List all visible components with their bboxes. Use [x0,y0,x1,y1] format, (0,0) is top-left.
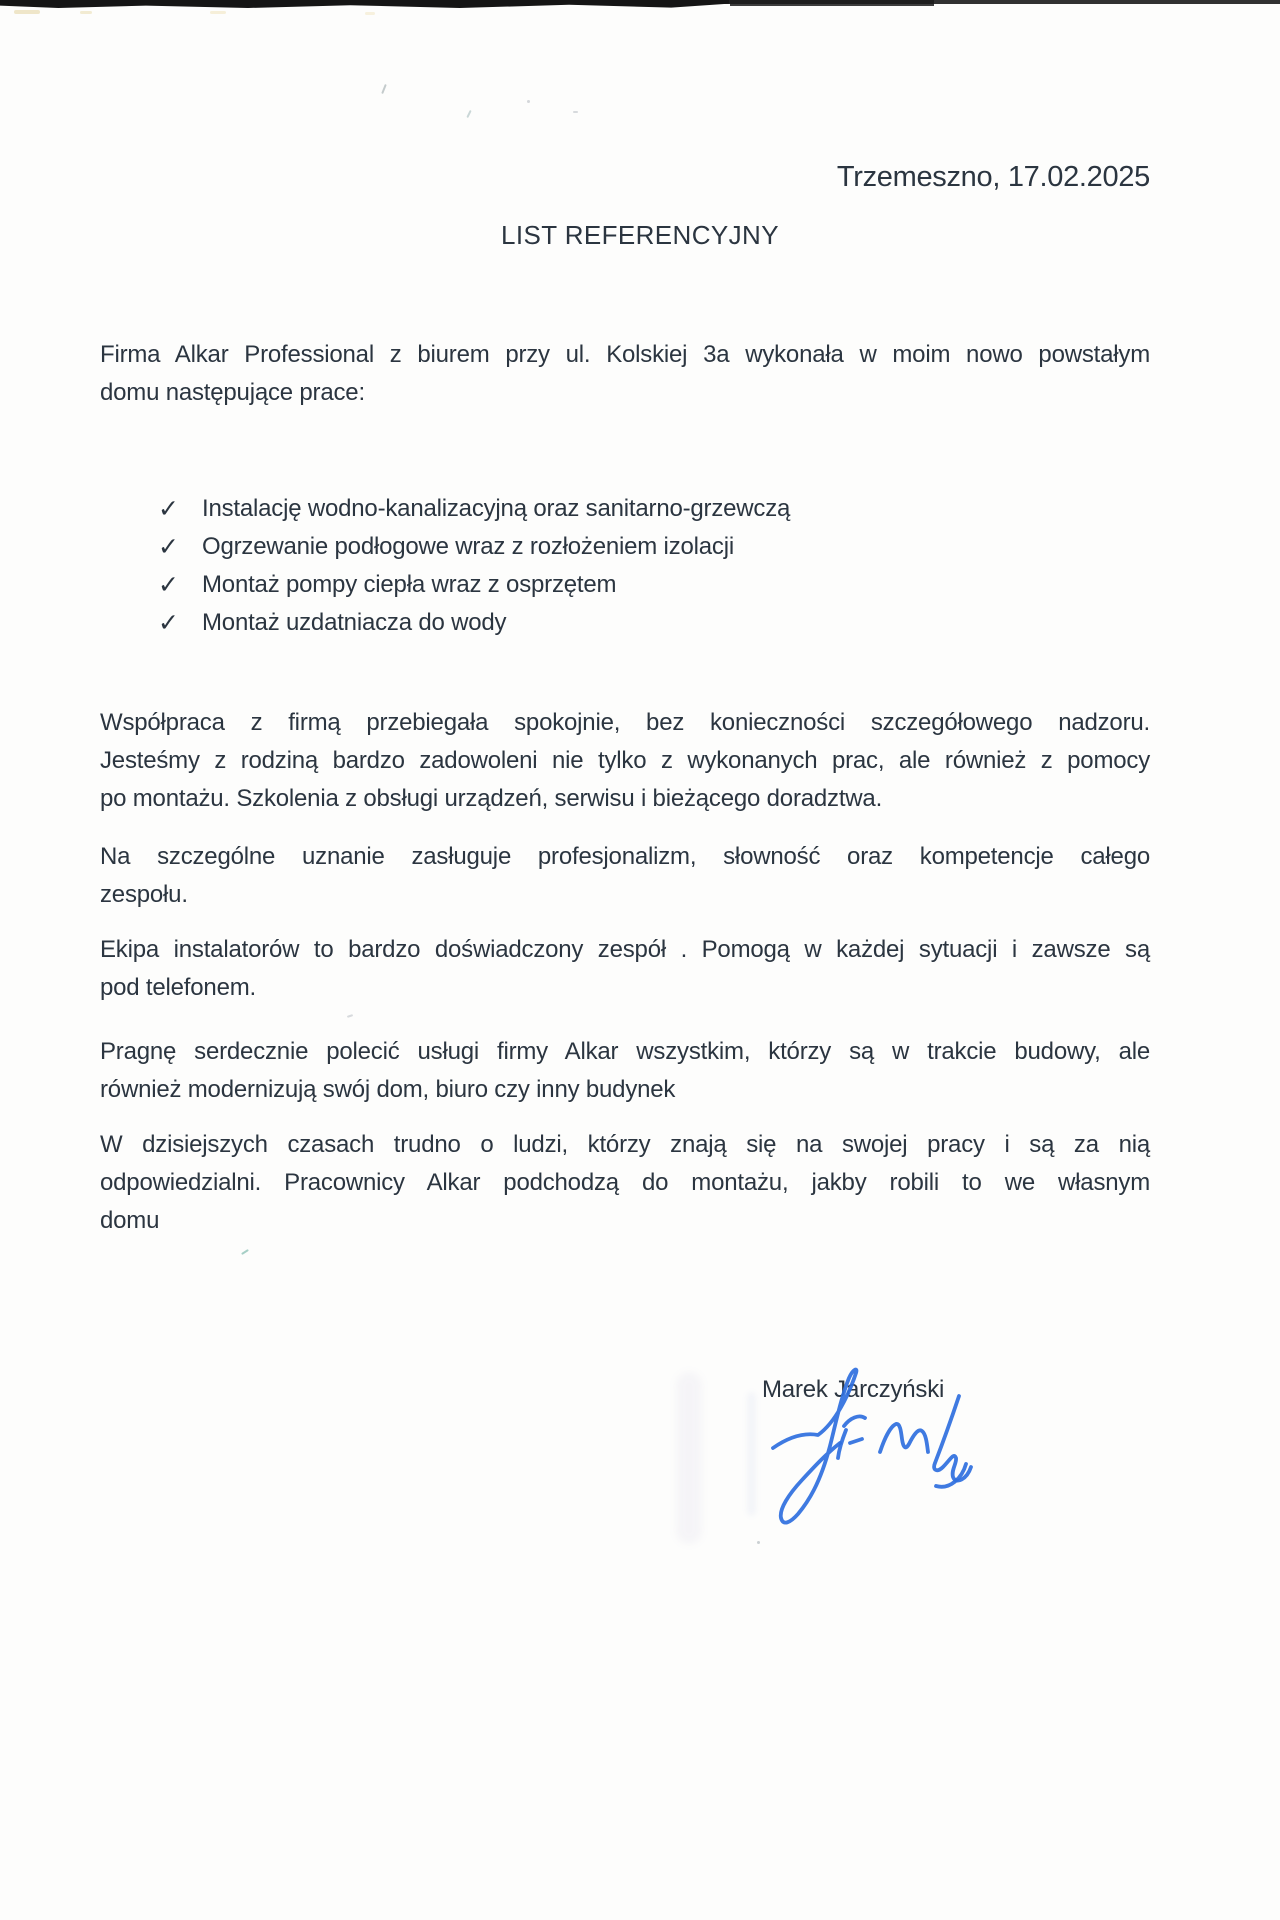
scan-speck [210,11,226,14]
checkmark-icon: ✓ [158,571,179,599]
text-line: Firma Alkar Professional z biurem przy ul. Kolskiej 3a wykonała w moim nowo powstałym [100,341,1150,368]
text-line: Pragnę serdecznie polecić usługi firmy Alkar wszystkim, którzy są w trakcie budowy, ale [100,1038,1150,1065]
text-line: Na szczególne uznanie zasługuje profesjonalizm, słowność oraz kompetencje całego [100,843,1150,870]
works-checklist [100,490,1150,642]
scan-speck [80,11,92,14]
text-line: pod telefonem. [100,974,256,1001]
text-line: po montażu. Szkolenia z obsługi urządzeń, serwisu i bieżącego doradztwa. [100,785,883,812]
checkmark-icon: ✓ [158,495,179,523]
signature-stroke-left [773,1370,856,1523]
text-line: odpowiedzialni. Pracownicy Alkar podchodzą do montażu, jakby robili to we własnym [100,1169,1150,1196]
scan-speck [365,12,375,15]
checklist-item-label: Montaż pompy ciepła wraz z osprzętem [202,571,617,598]
handwritten-signature [740,1366,980,1536]
text-line: również modernizują swój dom, biuro czy inny budynek [100,1076,676,1103]
intro-paragraph [100,336,1150,412]
scan-speck [381,84,387,94]
checklist-item-label: Instalację wodno-kanalizacyjną oraz sanitarno-grzewczą [202,495,791,522]
text-line: domu [100,1207,160,1234]
checkmark-icon: ✓ [158,533,179,561]
text-line: Jesteśmy z rodziną bardzo zadowoleni nie tylko z wykonanych prac, ale również z pomocy [100,747,1150,774]
scan-edge-bar-mid [730,0,935,6]
scan-speck [527,100,530,103]
scan-edge-bar-left [0,0,730,8]
checkmark-icon: ✓ [158,609,179,637]
signature-stroke-ell [838,1430,846,1458]
text-line: Ekipa instalatorów to bardzo doświadczony zespół . Pomogą w każdej sytuacji i zawsze są [100,936,1150,963]
checklist-item [100,604,1150,642]
checklist-item [100,528,1150,566]
paragraph-recommendation [100,1033,1150,1109]
text-line: zespołu. [100,881,188,908]
signature-stroke-flag [844,1416,865,1426]
scan-speck [14,10,40,14]
letter-title: LIST REFERENCYJNY [501,220,779,250]
date-place-line: Trzemeszno, 17.02.2025 [836,161,1150,193]
scan-speck [757,1541,760,1544]
paragraph-team [100,931,1150,1007]
text-line: Współpraca z firmą przebiegała spokojnie, bez konieczności szczegółowego nadzoru. [100,709,1150,736]
paragraph-closing [100,1126,1150,1240]
paragraph-recognition [100,838,1150,914]
text-line: domu następujące prace: [100,379,365,406]
checklist-item [100,566,1150,604]
checklist-item-label: Ogrzewanie podłogowe wraz z rozłożeniem izolacji [202,533,734,560]
signer-name: Marek Jarczyński [762,1376,945,1403]
scan-smudge [676,1372,702,1544]
checklist-item [100,490,1150,528]
paragraph-cooperation [100,704,1150,818]
scan-speck [347,1014,353,1018]
scan-speck [466,110,471,118]
scan-speck [573,111,578,113]
scan-speck [241,1249,249,1255]
signature-stroke-dash [850,1439,862,1443]
signature-stroke-m [880,1424,928,1452]
checklist-item-label: Montaż uzdatniacza do wody [202,609,507,636]
text-line: W dzisiejszych czasach trudno o ludzi, którzy znają się na swojej pracy i są za nią [100,1131,1150,1158]
